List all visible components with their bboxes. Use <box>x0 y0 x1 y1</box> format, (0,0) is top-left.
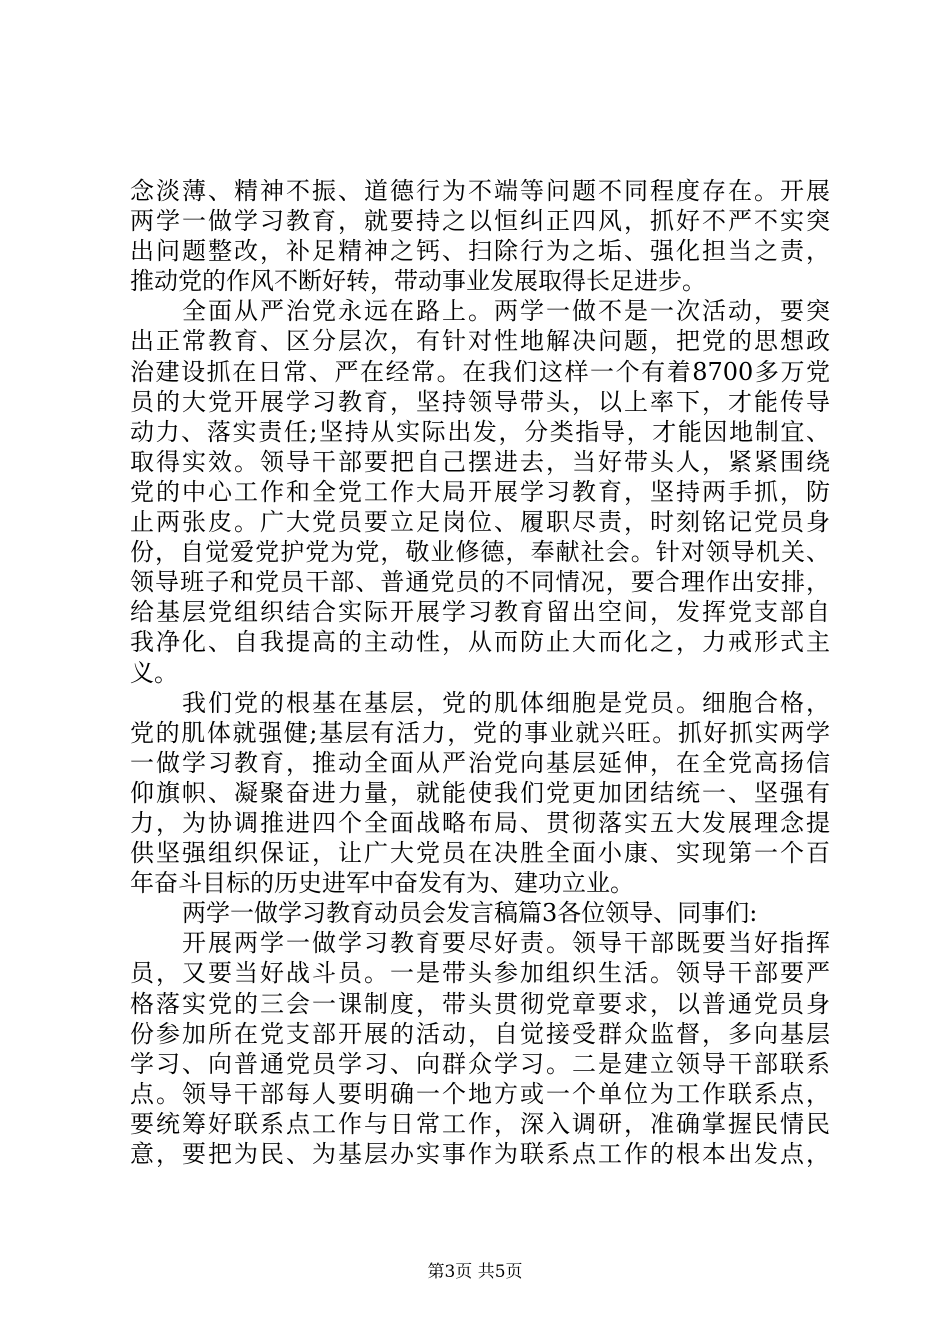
text-line: 取得实效。领导干部要把自己摆进去，当好带头人，紧紧围绕 <box>130 447 830 476</box>
text-line: 一做学习教育，推动全面从严治党向基层延伸，在全党高扬信 <box>130 748 830 777</box>
text-line: 员的大党开展学习教育，坚持领导带头，以上率下，才能传导 <box>130 387 830 416</box>
text-line: 两学一做学习教育，就要持之以恒纠正四风，抓好不严不实突 <box>130 207 830 236</box>
text-line: 要统筹好联系点工作与日常工作，深入调研，准确掌握民情民 <box>130 1109 830 1138</box>
text-line: 治建设抓在日常、严在经常。在我们这样一个有着8700多万党 <box>130 357 830 386</box>
text-line: 点。领导干部每人要明确一个地方或一个单位为工作联系点， <box>130 1079 830 1108</box>
body-text <box>130 176 830 1169</box>
text-line: 学习、向普通党员学习、向群众学习。二是建立领导干部联系 <box>130 1049 830 1078</box>
text-line: 给基层党组织结合实际开展学习教育留出空间，发挥党支部自 <box>130 598 830 627</box>
text-line: 供坚强组织保证，让广大党员在决胜全面小康、实现第一个百 <box>130 839 830 868</box>
text-line: 义。 <box>130 658 178 687</box>
text-line: 开展两学一做学习教育要尽好责。领导干部既要当好指挥 <box>182 929 830 958</box>
text-line: 份，自觉爱党护党为党，敬业修德，奉献社会。针对领导机关、 <box>130 538 830 567</box>
text-line: 仰旗帜、凝聚奋进力量，就能使我们党更加团结统一、坚强有 <box>130 778 830 807</box>
text-line: 止两张皮。广大党员要立足岗位、履职尽责，时刻铭记党员身 <box>130 508 830 537</box>
text-line: 份参加所在党支部开展的活动，自觉接受群众监督，多向基层 <box>130 1019 830 1048</box>
text-line: 员，又要当好战斗员。一是带头参加组织生活。领导干部要严 <box>130 959 830 988</box>
text-line: 党的中心工作和全党工作大局开展学习教育，坚持两手抓，防 <box>130 477 830 506</box>
text-line: 两学一做学习教育动员会发言稿篇3各位领导、同事们: <box>182 899 758 928</box>
text-line: 意，要把为民、为基层办实事作为联系点工作的根本出发点， <box>130 1140 830 1168</box>
page-footer: 第3页 共5页 <box>427 1262 523 1282</box>
text-line: 力，为协调推进四个全面战略布局、贯彻落实五大发展理念提 <box>130 808 830 837</box>
text-line: 党的肌体就强健;基层有活力，党的事业就兴旺。抓好抓实两学 <box>130 718 830 747</box>
text-line: 推动党的作风不断好转，带动事业发展取得长足进步。 <box>130 267 706 296</box>
text-line: 出问题整改，补足精神之钙、扫除行为之垢、强化担当之责， <box>130 237 830 266</box>
text-line: 全面从严治党永远在路上。两学一做不是一次活动，要突 <box>182 297 830 326</box>
text-line: 我净化、自我提高的主动性，从而防止大而化之，力戒形式主 <box>130 628 830 657</box>
text-line: 出正常教育、区分层次，有针对性地解决问题，把党的思想政 <box>130 327 830 356</box>
text-line: 领导班子和党员干部、普通党员的不同情况，要合理作出安排， <box>130 568 830 597</box>
text-line: 动力、落实责任;坚持从实际出发，分类指导，才能因地制宜、 <box>130 417 830 446</box>
text-line: 念淡薄、精神不振、道德行为不端等问题不同程度存在。开展 <box>130 177 830 205</box>
text-line: 我们党的根基在基层，党的肌体细胞是党员。细胞合格， <box>182 688 830 717</box>
text-line: 格落实党的三会一课制度，带头贯彻党章要求，以普通党员身 <box>130 989 830 1018</box>
text-line: 年奋斗目标的历史进军中奋发有为、建功立业。 <box>130 869 634 898</box>
